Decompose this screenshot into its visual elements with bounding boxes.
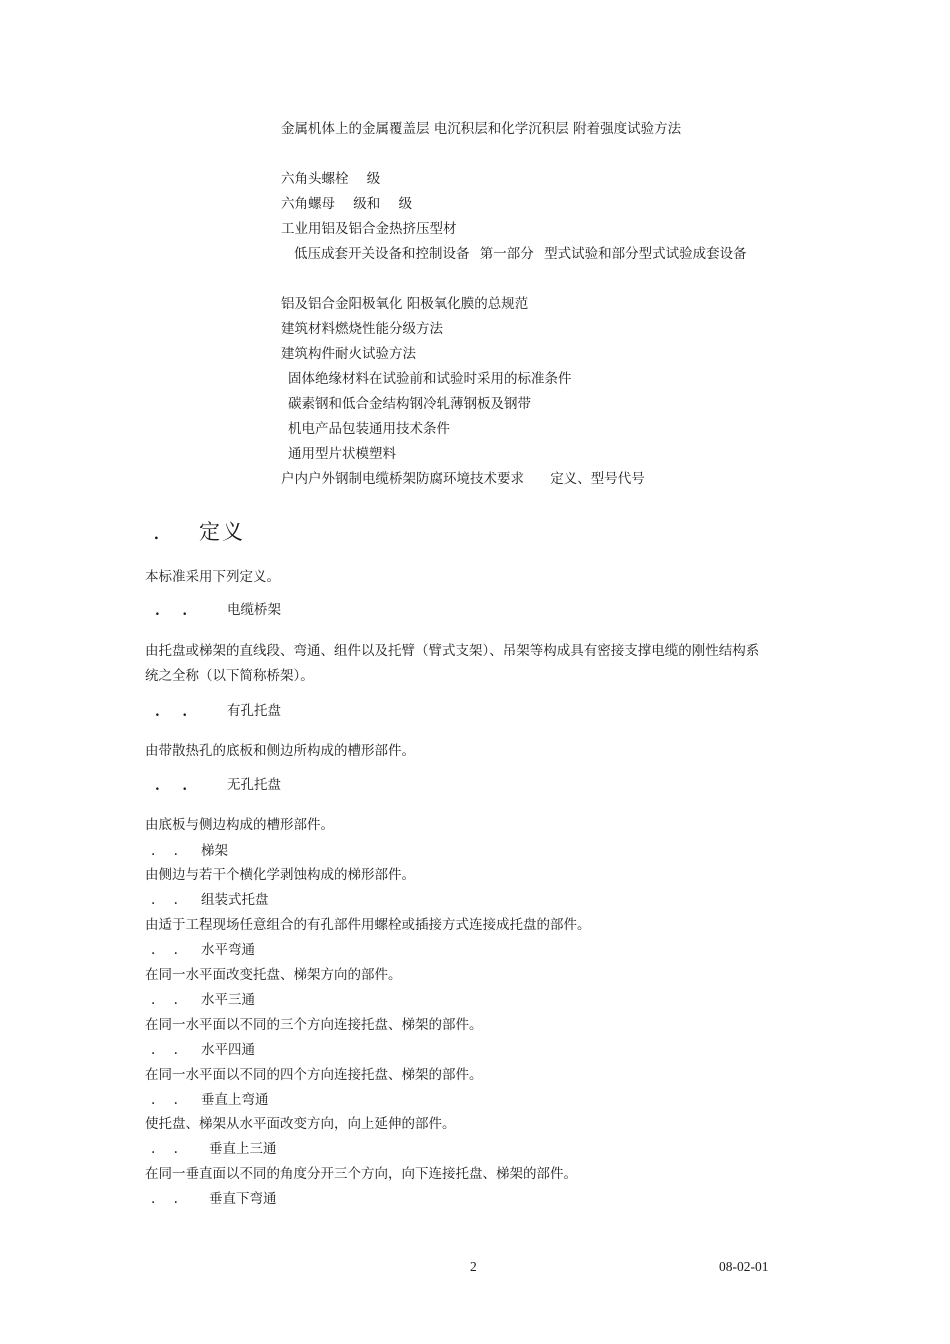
reference-item: 建筑构件耐火试验方法 (281, 346, 416, 362)
term-definition: 在同一垂直面以不同的角度分开三个方向，向下连接托盘、梯架的部件。 (145, 1166, 577, 1182)
term-number: . . (151, 942, 178, 958)
term-title: 梯架 (201, 843, 228, 859)
term-title: 水平三通 (201, 992, 255, 1008)
term-title: 垂直上弯通 (201, 1092, 269, 1108)
section-intro: 本标准采用下列定义。 (145, 569, 280, 585)
term-title: 水平四通 (201, 1042, 255, 1058)
term-number: . . (151, 892, 178, 908)
term-number: . . (151, 1042, 178, 1058)
term-title: 无孔托盘 (227, 777, 281, 793)
term-number: . . (155, 704, 188, 720)
term-title: 水平弯通 (201, 942, 255, 958)
term-definition: 由适于工程现场任意组合的有孔部件用螺栓或插接方式连接成托盘的部件。 (145, 917, 591, 933)
page-number: 2 (470, 1259, 477, 1274)
term-definition: 在同一水平面以不同的四个方向连接托盘、梯架的部件。 (145, 1067, 483, 1083)
term-definition: 在同一水平面以不同的三个方向连接托盘、梯架的部件。 (145, 1017, 483, 1033)
term-title: 垂直上三通 (209, 1141, 277, 1157)
footer-date: 08-02-01 (719, 1259, 769, 1274)
reference-item: 低压成套开关设备和控制设备 第一部分 型式试验和部分型式试验成套设备 (294, 246, 747, 262)
term-definition: 由侧边与若干个横化学剥蚀构成的梯形部件。 (145, 867, 415, 883)
reference-item: 碳素钢和低合金结构钢冷轧薄钢板及钢带 (288, 396, 531, 412)
term-number: . . (151, 992, 178, 1008)
section-number: . (153, 520, 160, 544)
reference-item: 六角螺母 级和 级 (281, 196, 413, 212)
term-number: . . (151, 1191, 178, 1207)
term-title: 有孔托盘 (227, 703, 281, 719)
reference-item: 建筑材料燃烧性能分级方法 (281, 321, 443, 337)
term-definition: 由带散热孔的底板和侧边所构成的槽形部件。 (145, 743, 415, 759)
term-definition: 由底板与侧边构成的槽形部件。 (145, 817, 334, 833)
term-definition: 统之全称（以下简称桥架）。 (145, 668, 314, 684)
reference-item: 金属机体上的金属覆盖层 电沉积层和化学沉积层 附着强度试验方法 (281, 121, 682, 137)
reference-item: 铝及铝合金阳极氧化 阳极氧化膜的总规范 (281, 296, 529, 312)
reference-item: 户内户外钢制电缆桥架防腐环境技术要求 定义、型号代号 (281, 471, 645, 487)
term-title: 电缆桥架 (227, 602, 281, 618)
reference-item: 六角头螺栓 级 (281, 171, 381, 187)
term-title: 组装式托盘 (201, 892, 269, 908)
reference-item: 工业用铝及铝合金热挤压型材 (281, 221, 457, 237)
term-number: . . (155, 778, 188, 794)
term-number: . . (151, 843, 178, 859)
term-definition: 由托盘或梯架的直线段、弯通、组件以及托臂（臂式支架）、吊架等构成具有密接支撑电缆的刚性结构系 (145, 643, 760, 659)
term-definition: 使托盘、梯架从水平面改变方向，向上延伸的部件。 (145, 1116, 456, 1132)
term-number: . . (155, 603, 188, 619)
reference-item: 通用型片状模塑料 (288, 446, 396, 462)
term-number: . . (151, 1092, 178, 1108)
reference-item: 固体绝缘材料在试验前和试验时采用的标准条件 (288, 371, 572, 387)
reference-item: 机电产品包装通用技术条件 (288, 421, 450, 437)
section-title: 定义 (199, 520, 245, 544)
term-title: 垂直下弯通 (209, 1191, 277, 1207)
term-number: . . (151, 1141, 178, 1157)
term-definition: 在同一水平面改变托盘、梯架方向的部件。 (145, 967, 402, 983)
